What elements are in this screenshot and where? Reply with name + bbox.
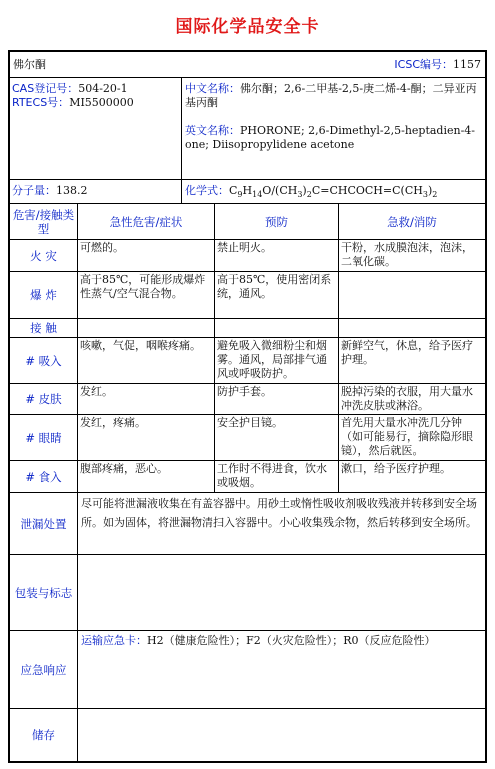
fire-prevent: 禁止明火。 [215,240,339,272]
mw-cell: 分子量：138.2 [10,180,182,204]
icsc-label: ICSC编号： [394,58,453,71]
explosion-acute: 高于85℃，可能形成爆炸性蒸气/空气混合物。 [78,272,215,319]
contact-acute [78,319,215,338]
cn-name: 中文名称：佛尔酮；2,6-二甲基-2,5-庚二烯-4-酮；二异亚丙基丙酮 [185,82,477,109]
emergency-code-label: 运输应急卡： [81,634,147,647]
skin-prevent: 防护手套。 [215,384,339,415]
header-prevent: 预防 [215,204,339,240]
mw-value: 138.2 [56,184,88,197]
contact-aid [339,319,485,338]
name-row [10,52,485,78]
storage-text [78,709,485,761]
row-label-explosion: 爆 炸 [10,272,78,319]
chemical-name: 佛尔酮 [13,58,46,71]
emergency-code-value: H2（健康危险性）；F2（火灾危险性）；R0（反应危险性） [147,634,436,647]
packaging-label: 包装与标志 [10,555,78,631]
explosion-prevent: 高于85℃，使用密闭系统，通风。 [215,272,339,319]
fire-acute: 可燃的。 [78,240,215,272]
emergency-label: 应急响应 [10,631,78,709]
inhalation-prevent: 避免吸入微细粉尘和烟雾。通风，局部排气通风或呼吸防护。 [215,338,339,384]
formula-cell: 化学式：$C_9H_{14}O/(CH_3)_2C=CHCOCH=C(CH_3)_2$ [182,180,485,204]
spillage-text: 尽可能将泄漏液收集在有盖容器中。用砂土或惰性吸收剂吸收残液并转移到安全场所。如为固体，将泄漏物清扫入容器中。小心收集残余物，然后转移到安全场所。 [78,493,485,555]
storage-label: 储存 [10,709,78,761]
en-name: 英文名称：PHORONE; 2,6-Dimethyl-2,5-heptadien-4-one; Diisopropylidene acetone [185,124,476,151]
formula: $C_9H_{14}O/(CH_3)_2C=CHCOCH=C(CH_3)_2$ [229,184,438,200]
skin-aid: 脱掉污染的衣服，用大量水冲洗皮肤或淋浴。 [339,384,485,415]
header-aid: 急救/消防 [339,204,485,240]
fire-aid: 干粉，水成膜泡沫，泡沫，二氧化碳。 [339,240,485,272]
spillage-label: 泄漏处置 [10,493,78,555]
icsc-number: 1157 [453,58,481,71]
ingestion-prevent: 工作时不得进食，饮水或吸烟。 [215,461,339,493]
eyes-prevent: 安全护目镜。 [215,415,339,461]
row-label-eyes: # 眼睛 [10,415,78,461]
ingestion-aid: 漱口，给予医疗护理。 [339,461,485,493]
identifier-cell [10,78,182,180]
header-acute: 急性危害/症状 [78,204,215,240]
inhalation-acute: 咳嗽，气促，咽喉疼痛。 [78,338,215,384]
row-label-inhalation: # 吸入 [10,338,78,384]
row-label-skin: # 皮肤 [10,384,78,415]
safety-card [8,50,487,763]
names-cell [182,78,485,180]
emergency-text [78,631,485,709]
cas-label: CAS登记号： [12,82,79,95]
rtecs-label: RTECS号： [12,96,70,109]
skin-acute: 发红。 [78,384,215,415]
contact-prevent [215,319,339,338]
ingestion-acute: 腹部疼痛，恶心。 [78,461,215,493]
row-label-contact: 接 触 [10,319,78,338]
row-label-fire: 火 灾 [10,240,78,272]
explosion-aid [339,272,485,319]
row-label-ingestion: # 食入 [10,461,78,493]
eyes-acute: 发红，疼痛。 [78,415,215,461]
page-title: 国际化学品安全卡 [175,17,320,37]
cas-number: 504-20-1 [78,82,128,95]
eyes-aid: 首先用大量水冲洗几分钟（如可能易行，摘除隐形眼镜），然后就医。 [339,415,485,461]
packaging-text [78,555,485,631]
rtecs-number: MI5500000 [69,96,134,109]
header-type: 危害/接触类型 [10,204,78,240]
inhalation-aid: 新鲜空气，休息，给予医疗护理。 [339,338,485,384]
